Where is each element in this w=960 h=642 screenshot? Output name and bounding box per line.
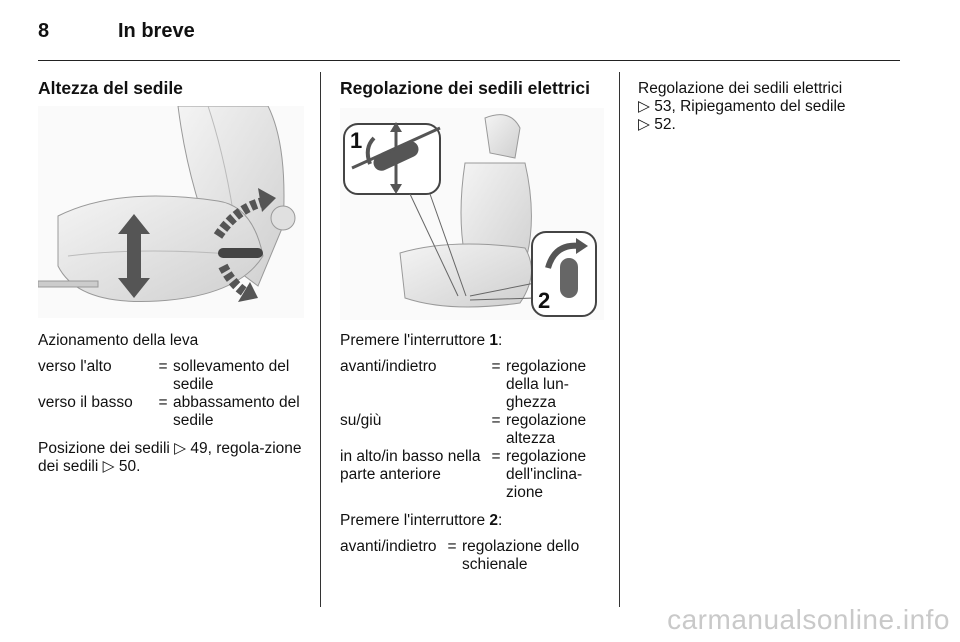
figure-label-1: 1 — [350, 128, 363, 153]
column-seat-height — [38, 78, 306, 98]
column-electric-seats-text — [340, 332, 608, 574]
header-rule — [38, 60, 900, 61]
definition-row: avanti/indietro = regolazione della lun-ghezza — [340, 358, 587, 411]
page-ref-link[interactable]: 53 — [654, 98, 672, 115]
definition-row: su/giù = regolazione altezza — [340, 412, 587, 447]
page-ref-icon: ▷ — [102, 458, 115, 475]
references-paragraph: Regolazione dei sedili elettrici ▷ 53, Ripiegamento del sedile ▷ 52. — [638, 80, 846, 133]
column-divider-2 — [619, 72, 620, 607]
column-references — [638, 80, 878, 134]
electric-seat-illustration — [340, 108, 604, 320]
definition-row: in alto/in basso nella parte anteriore = regolazione dell'inclina-zione — [340, 448, 587, 501]
column-seat-height-text — [38, 332, 306, 476]
section-heading-electric-seats: Regolazione dei sedili elettrici — [340, 78, 590, 98]
figure-label-2: 2 — [538, 288, 551, 313]
column-divider-1 — [320, 72, 321, 607]
definition-row: avanti/indietro = regolazione dello schienale — [340, 538, 580, 573]
page-number: 8 — [38, 20, 50, 42]
page-ref-link[interactable]: 52 — [654, 116, 672, 133]
definition-row: verso l'alto = sollevamento del sedile — [38, 358, 290, 393]
page-title: In breve — [118, 20, 195, 42]
page-ref-link[interactable]: 50 — [118, 458, 137, 475]
page-ref-icon: ▷ — [638, 98, 650, 115]
page-ref-link[interactable]: 49 — [190, 440, 208, 457]
switch-2-intro: Premere l'interruttore 2: — [340, 512, 503, 529]
seat-lever-illustration — [38, 106, 304, 318]
watermark: carmanualsonline.info — [667, 604, 950, 635]
column-electric-seats — [340, 78, 608, 98]
switch-1-intro: Premere l'interruttore 1: — [340, 332, 503, 349]
page-ref-icon: ▷ — [174, 440, 187, 457]
page-ref-icon: ▷ — [638, 116, 650, 133]
definition-row: verso il basso = abbassamento del sedile — [38, 394, 300, 429]
figure-caption: Azionamento della leva — [38, 332, 199, 349]
page-header — [38, 20, 195, 43]
seat-reference-paragraph: Posizione dei sedili ▷ 49, regola-zione dei sedili ▷ 50. — [38, 440, 302, 475]
section-heading-seat-height: Altezza del sedile — [38, 78, 183, 98]
